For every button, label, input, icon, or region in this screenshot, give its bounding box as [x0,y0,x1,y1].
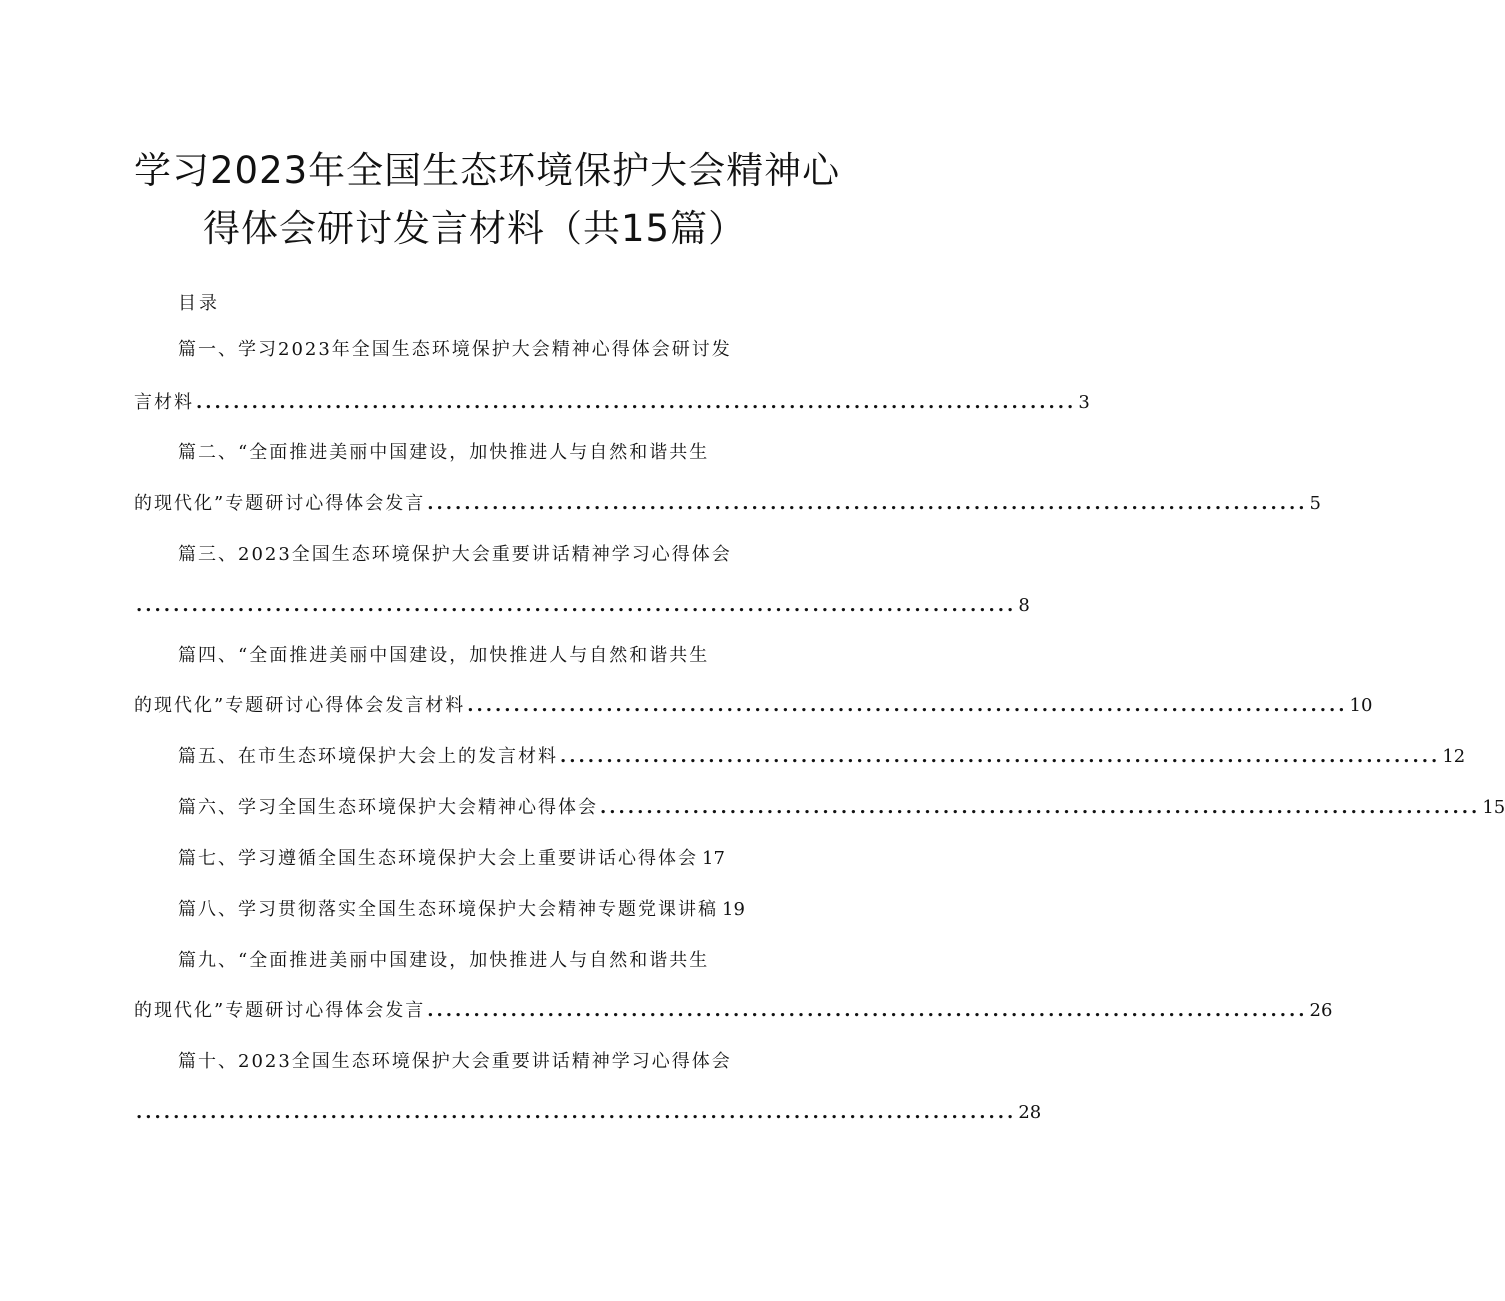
toc-entry-3-text[interactable]: 篇三、2023全国生态环境保护大会重要讲话精神学习心得体会 [178,544,732,565]
toc-entry-7[interactable] [178,846,725,872]
toc-entry-7-text: 篇七、学习遵循全国生态环境保护大会上重要讲话心得体会 [178,848,698,869]
toc-entry-10-leader[interactable] [134,1100,1042,1126]
toc-entry-10-dots: ............................................................................................... [136,1102,1017,1123]
document-title-line-2: 得体会研讨发言材料（共15篇） [203,207,747,250]
toc-entry-2-text[interactable]: 篇二、“全面推进美丽中国建设，加快推进人与自然和谐共生 [178,442,710,463]
toc-entry-9-text[interactable]: 篇九、“全面推进美丽中国建设，加快推进人与自然和谐共生 [178,950,710,971]
toc-entry-4-text-cont: 的现代化”专题研讨心得体会发言材料 [134,695,466,716]
toc-entry-8-text: 篇八、学习贯彻落实全国生态环境保护大会精神专题党课讲稿 [178,899,718,920]
toc-entry-2-text-cont: 的现代化”专题研讨心得体会发言 [134,493,426,514]
toc-entry-2-leader[interactable] [134,491,1321,517]
toc-entry-10-text[interactable]: 篇十、2023全国生态环境保护大会重要讲话精神学习心得体会 [178,1051,732,1072]
toc-entry-5-text: 篇五、在市生态环境保护大会上的发言材料 [178,746,558,767]
toc-entry-7-page: 17 [702,848,725,869]
toc-entry-8-page: 19 [722,899,745,920]
toc-entry-1-leader[interactable] [134,390,1090,416]
toc-entry-3-dots: ............................................................................................... [136,595,1017,616]
toc-entry-3-leader[interactable] [134,593,1030,619]
toc-entry-6-dots: ............................................................................................... [600,797,1481,818]
toc-entry-9-dots: ............................................................................................... [427,1000,1308,1021]
toc-entry-5-dots: ............................................................................................... [560,746,1441,767]
toc-entry-9-page: 26 [1309,1000,1333,1021]
toc-entry-3-page: 8 [1018,595,1030,616]
toc-entry-2-dots: ............................................................................................... [427,493,1308,514]
toc-entry-1-dots: ............................................................................................... [196,392,1077,413]
toc-entry-6[interactable] [178,795,1505,821]
toc-heading: 目录 [178,293,220,314]
toc-entry-5[interactable] [178,744,1466,770]
toc-entry-6-page: 15 [1482,797,1505,818]
toc-entry-6-text: 篇六、学习全国生态环境保护大会精神心得体会 [178,797,598,818]
toc-entry-1-text[interactable]: 篇一、学习2023年全国生态环境保护大会精神心得体会研讨发 [178,339,732,360]
toc-entry-5-page: 12 [1442,746,1466,767]
toc-entry-4-dots: ............................................................................................... [467,695,1348,716]
toc-entry-2-page: 5 [1309,493,1321,514]
toc-entry-4-text[interactable]: 篇四、“全面推进美丽中国建设，加快推进人与自然和谐共生 [178,645,710,666]
toc-entry-9-leader[interactable] [134,998,1333,1024]
toc-entry-1-text-cont: 言材料 [134,392,194,413]
toc-entry-1-page: 3 [1078,392,1090,413]
toc-entry-9-text-cont: 的现代化”专题研讨心得体会发言 [134,1000,426,1021]
toc-entry-4-leader[interactable] [134,693,1373,719]
toc-entry-10-page: 28 [1018,1102,1042,1123]
toc-entry-4-page: 10 [1349,695,1373,716]
toc-entry-8[interactable] [178,897,745,923]
document-title-line-1: 学习2023年全国生态环境保护大会精神心 [134,149,841,192]
